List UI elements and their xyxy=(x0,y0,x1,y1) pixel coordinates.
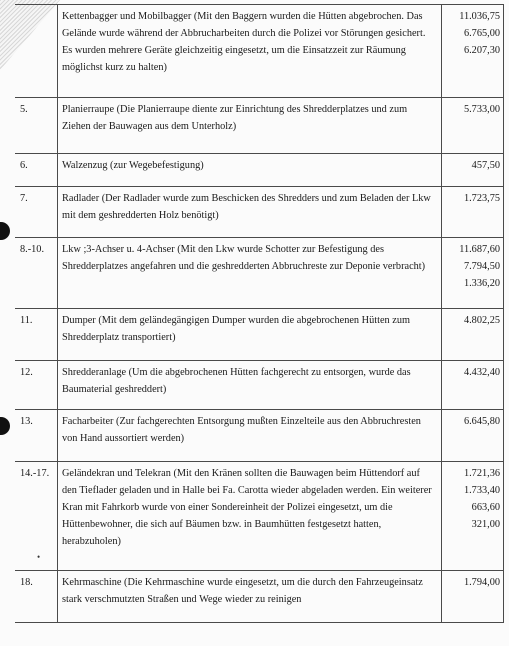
amount-value: 6.765,00 xyxy=(463,28,500,39)
item-number: 6. xyxy=(16,154,58,187)
table-row xyxy=(16,410,504,462)
item-amounts xyxy=(442,410,504,462)
table-row xyxy=(16,154,504,187)
amount-value: 321,00 xyxy=(471,519,500,530)
amount-value: 1.723,75 xyxy=(463,193,500,204)
cost-table xyxy=(15,4,504,623)
amount-value: 11.036,75 xyxy=(459,11,500,22)
item-number: 11. xyxy=(16,309,58,361)
item-amounts xyxy=(442,5,504,98)
amount-value: 6.207,30 xyxy=(463,45,500,56)
item-number: 5. xyxy=(16,98,58,154)
amount-value: 1.733,40 xyxy=(463,485,500,496)
item-number: 8.-10. xyxy=(16,238,58,309)
amount-value: 4.802,25 xyxy=(463,315,500,326)
amount-value: 1.336,20 xyxy=(463,278,500,289)
item-description: Dumper (Mit dem geländegängigen Dumper wurden die abgebrochenen Hütten zum Shredderplatz transportiert) xyxy=(58,309,442,361)
table-row xyxy=(16,462,504,571)
item-description: Geländekran und Telekran (Mit den Kränen sollten die Bauwagen beim Hüttendorf auf den Tieflader geladen und in Halle bei Fa. Carotta wieder abgeladen werden. Ein weiterer Kran mit Fahrkorb wurde von einer Sondereinheit der Polizei eingesetzt, um die Hüttenbewohner, die sich auf Bäumen bzw. in Baumhütten festgesetzt hatten, herabzuholen) xyxy=(58,462,442,571)
item-description: Planierraupe (Die Planierraupe diente zur Einrichtung des Shredderplatzes und zum Ziehen der Bauwagen aus dem Unterholz) xyxy=(58,98,442,154)
table-row xyxy=(16,571,504,623)
amount-value: 5.733,00 xyxy=(463,104,500,115)
stray-ink-mark: • xyxy=(37,552,41,562)
table-row xyxy=(16,238,504,309)
amount-value: 1.794,00 xyxy=(463,577,500,588)
amount-value: 457,50 xyxy=(471,160,500,171)
item-number xyxy=(16,5,58,98)
amount-value: 7.794,50 xyxy=(463,261,500,272)
item-description: Kehrmaschine (Die Kehrmaschine wurde eingesetzt, um die durch den Fahrzeugeinsatz stark verschmutzten Straßen und Wege wieder zu reinigen xyxy=(58,571,442,623)
item-amounts xyxy=(442,309,504,361)
item-amounts xyxy=(442,462,504,571)
item-amounts xyxy=(442,154,504,187)
item-number: 13. xyxy=(16,410,58,462)
item-amounts xyxy=(442,361,504,410)
item-number: 14.-17. xyxy=(16,462,58,571)
item-number: 7. xyxy=(16,187,58,238)
item-description: Walzenzug (zur Wegebefestigung) xyxy=(58,154,442,187)
item-amounts xyxy=(442,571,504,623)
punch-hole xyxy=(0,222,10,240)
table-row xyxy=(16,98,504,154)
item-number: 12. xyxy=(16,361,58,410)
punch-hole xyxy=(0,417,10,435)
table-row xyxy=(16,5,504,98)
item-amounts xyxy=(442,238,504,309)
item-number: 18. xyxy=(16,571,58,623)
amount-value: 4.432,40 xyxy=(463,367,500,378)
item-description: Lkw ;3-Achser u. 4-Achser (Mit den Lkw wurde Schotter zur Befestigung des Shredderplatzes angefahren und die geshredderten Abbruchreste zur Deponie verbracht) xyxy=(58,238,442,309)
amount-value: 663,60 xyxy=(471,502,500,513)
item-description: Kettenbagger und Mobilbagger (Mit den Baggern wurden die Hütten abgebrochen. Das Gelände wurde während der Abbrucharbeiten durch die Polizei vor Störungen gesichert. Es wurden mehrere Geräte gleichzeitig eingesetzt, um die Einsatzzeit zur Räumung möglichst kurz zu halten) xyxy=(58,5,442,98)
amount-value: 11.687,60 xyxy=(459,244,500,255)
table-row xyxy=(16,309,504,361)
table-row xyxy=(16,187,504,238)
item-description: Radlader (Der Radlader wurde zum Beschicken des Shredders und zum Beladen der Lkw mit dem geshredderten Holz benötigt) xyxy=(58,187,442,238)
item-description: Shredderanlage (Um die abgebrochenen Hütten fachgerecht zu entsorgen, wurde das Baumaterial geshreddert) xyxy=(58,361,442,410)
amount-value: 6.645,80 xyxy=(463,416,500,427)
item-description: Facharbeiter (Zur fachgerechten Entsorgung mußten Einzelteile aus den Abbruchresten von Hand aussortiert werden) xyxy=(58,410,442,462)
item-amounts xyxy=(442,98,504,154)
table-row xyxy=(16,361,504,410)
amount-value: 1.721,36 xyxy=(463,468,500,479)
item-amounts xyxy=(442,187,504,238)
